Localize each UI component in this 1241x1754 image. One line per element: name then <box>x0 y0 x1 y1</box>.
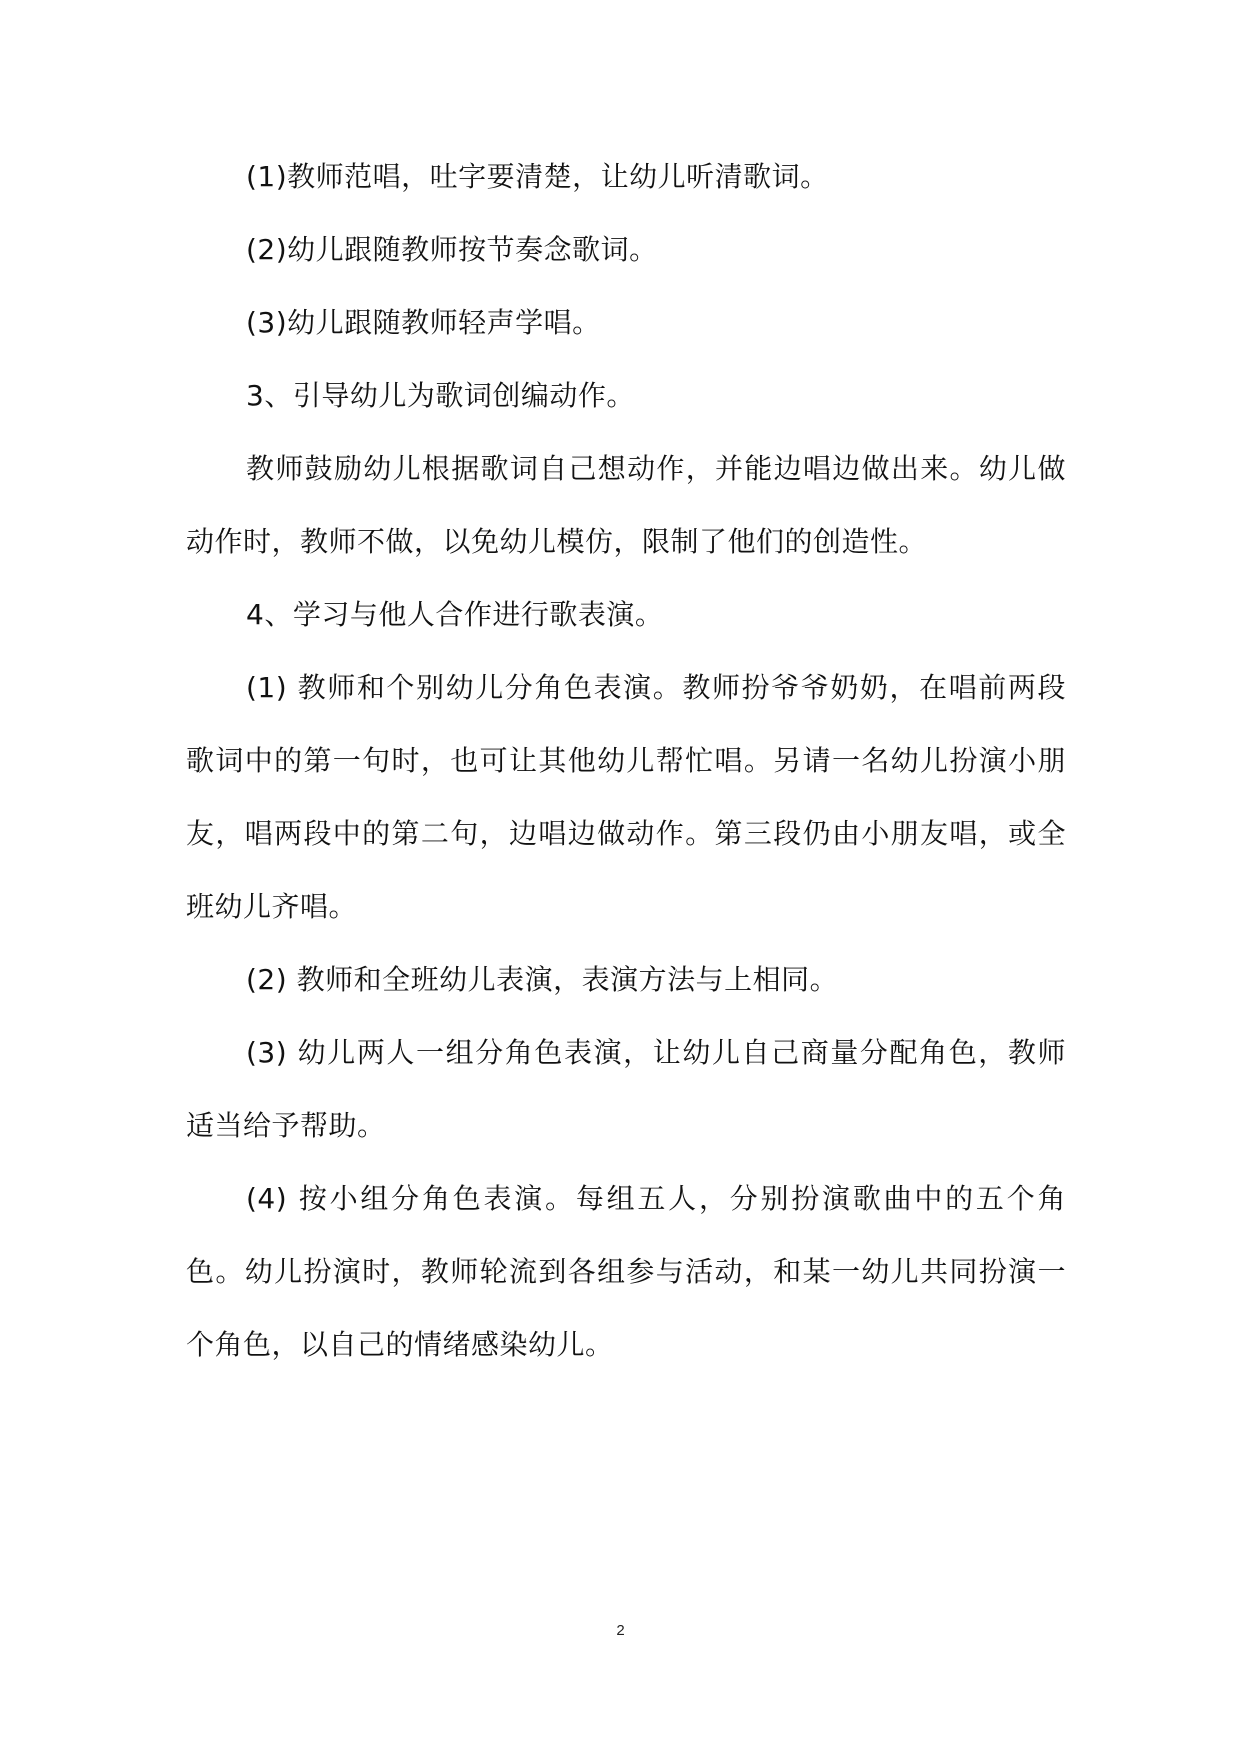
paragraph-step-2-1: (1)教师范唱，吐字要清楚，让幼儿听清歌词。 <box>246 160 829 193</box>
paragraph-step-4-4: (4) 按小组分角色表演。每组五人，分别扮演歌曲中的五个角色。幼儿扮演时，教师轮流到各组参与活动，和某一幼儿共同扮演一个角色，以自己的情绪感染幼儿。 <box>186 1182 1066 1361</box>
paragraph-step-2-3: (3)幼儿跟随教师轻声学唱。 <box>246 306 601 339</box>
page-number: 2 <box>616 1622 625 1639</box>
paragraph-step-4-3: (3) 幼儿两人一组分角色表演，让幼儿自己商量分配角色，教师适当给予帮助。 <box>186 1036 1066 1142</box>
section-heading-4: 4、学习与他人合作进行歌表演。 <box>246 598 664 631</box>
paragraph-section-3-body: 教师鼓励幼儿根据歌词自己想动作，并能边唱边做出来。幼儿做动作时，教师不做，以免幼儿模仿，限制了他们的创造性。 <box>186 452 1066 558</box>
paragraph-step-4-2: (2) 教师和全班幼儿表演，表演方法与上相同。 <box>246 963 839 996</box>
paragraph-step-4-1: (1) 教师和个别幼儿分角色表演。教师扮爷爷奶奶，在唱前两段歌词中的第一句时，也可让其他幼儿帮忙唱。另请一名幼儿扮演小朋友，唱两段中的第二句，边唱边做动作。第三段仍由小朋友唱，或全班幼儿齐唱。 <box>186 671 1066 923</box>
document-body <box>186 140 1066 1381</box>
section-heading-3: 3、引导幼儿为歌词创编动作。 <box>246 379 635 412</box>
paragraph-step-2-2: (2)幼儿跟随教师按节奏念歌词。 <box>246 233 658 266</box>
